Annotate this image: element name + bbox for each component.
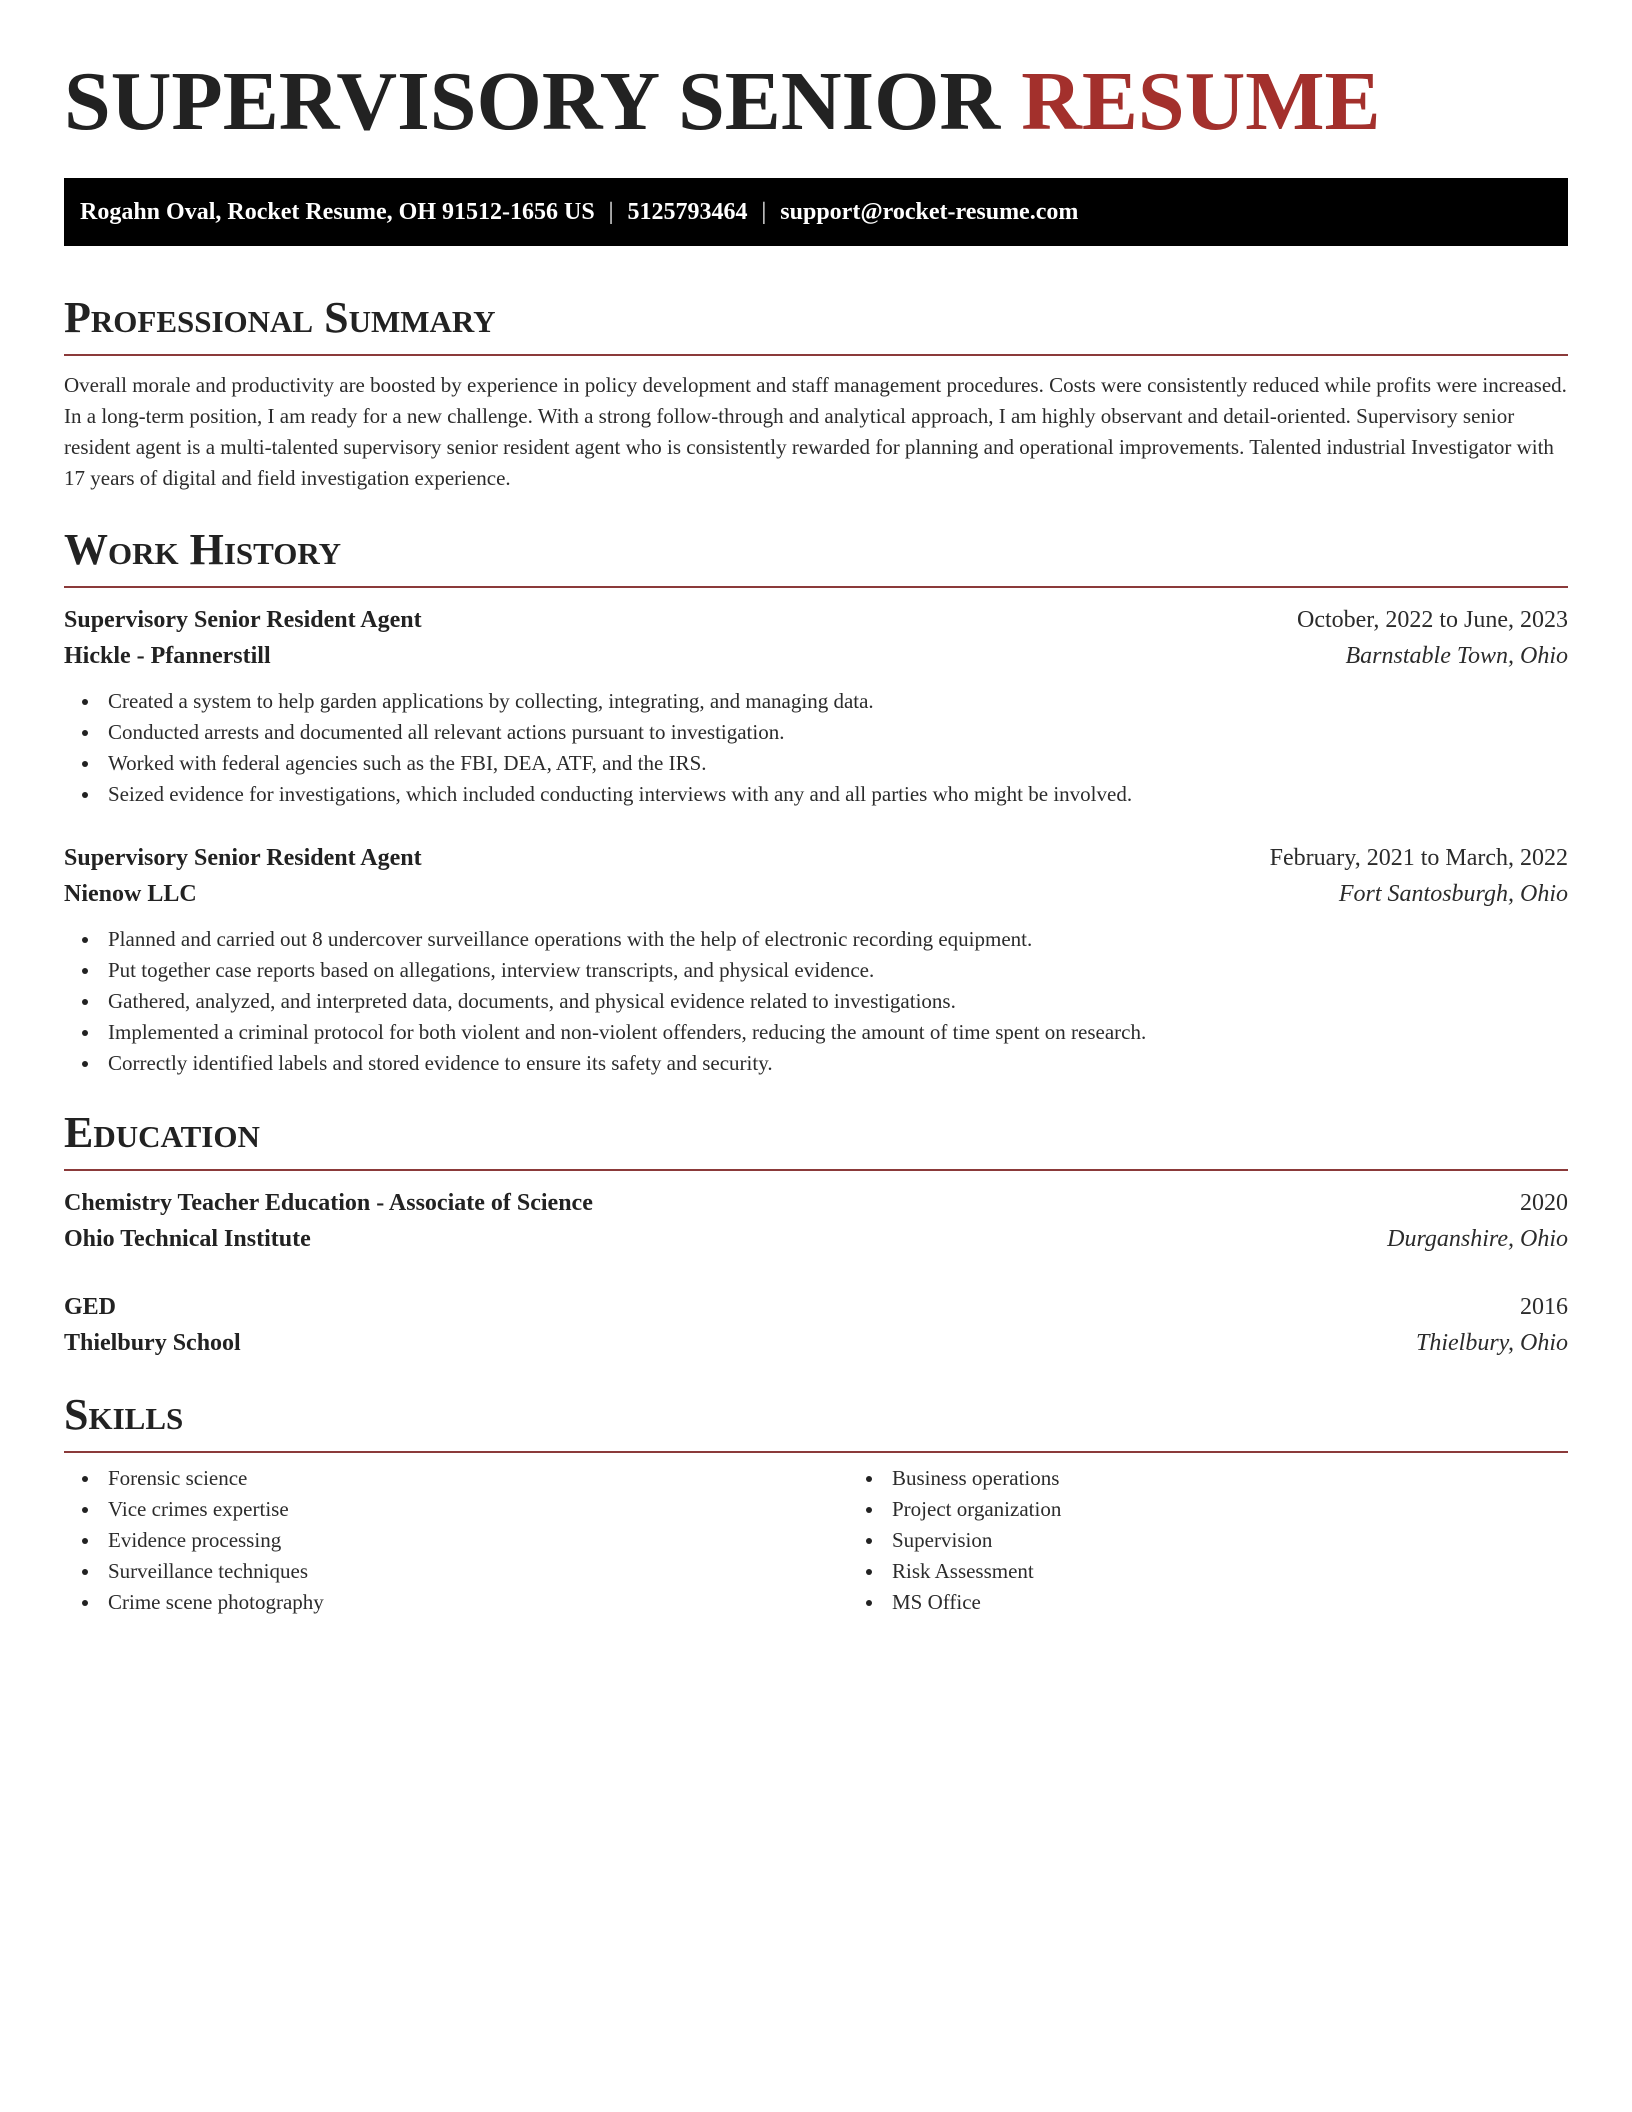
education-school: Ohio Technical Institute (64, 1226, 311, 1252)
job-header-row (64, 602, 1568, 638)
section-divider (64, 354, 1568, 356)
section-divider (64, 586, 1568, 588)
contact-bar (64, 178, 1568, 246)
summary-section (64, 290, 1568, 494)
job-bullet: Conducted arrests and documented all relevant actions pursuant to investigation. (108, 717, 1568, 748)
education-year: 2020 (1520, 1190, 1568, 1216)
skills-section (64, 1387, 1568, 1618)
job-title: Supervisory Senior Resident Agent (64, 845, 422, 871)
job-bullet: Worked with federal agencies such as the FBI, DEA, ATF, and the IRS. (108, 748, 1568, 779)
skill-item: Evidence processing (108, 1525, 848, 1556)
job-bullet: Created a system to help garden applications by collecting, integrating, and managing data. (108, 686, 1568, 717)
job-bullet: Implemented a criminal protocol for both violent and non-violent offenders, reducing the amount of time spent on research. (108, 1017, 1568, 1048)
job-dates: October, 2022 to June, 2023 (1297, 607, 1568, 633)
skill-item: Project organization (892, 1494, 1061, 1525)
education-year: 2016 (1520, 1294, 1568, 1320)
job-bullet: Correctly identified labels and stored evidence to ensure its safety and security. (108, 1048, 1568, 1079)
education-school-row (64, 1221, 1568, 1257)
skill-item: Vice crimes expertise (108, 1494, 848, 1525)
contact-email: support@rocket-resume.com (780, 198, 1079, 225)
skills-list-left (64, 1463, 848, 1618)
education-entry (64, 1185, 1568, 1257)
summary-text: Overall morale and productivity are boosted by experience in policy development and staff management procedures. Costs were consistently reduced while profits were increased. In a long-term position, I am ready for a new challenge. With a strong follow-through and analytical approach, I am highly observant and detail-oriented. Supervisory senior resident agent is a multi-talented supervisory senior resident agent who is consistently rewarded for planning and operational improvements. Talented industrial Investigator with 17 years of digital and field investigation experience. (64, 373, 1567, 490)
resume-title (64, 56, 1568, 148)
work-history-heading: Work History (64, 525, 342, 574)
contact-separator: | (761, 198, 767, 225)
job-bullets (64, 686, 1568, 810)
job-company: Hickle - Pfannerstill (64, 643, 271, 669)
skill-item: Forensic science (108, 1463, 848, 1494)
title-main: SUPERVISORY SENIOR (64, 55, 1001, 148)
job-bullet: Planned and carried out 8 undercover surveillance operations with the help of electronic recording equipment. (108, 924, 1568, 955)
skills-heading: Skills (64, 1390, 184, 1439)
skill-item: Risk Assessment (892, 1556, 1061, 1587)
job-bullet: Seized evidence for investigations, which included conducting interviews with any and all parties who might be involved. (108, 779, 1568, 810)
section-divider (64, 1451, 1568, 1453)
job-company: Nienow LLC (64, 881, 197, 907)
skill-item: Supervision (892, 1525, 1061, 1556)
education-degree-row (64, 1185, 1568, 1221)
education-degree: GED (64, 1294, 117, 1320)
skills-list-right (848, 1463, 1061, 1618)
contact-separator: | (608, 198, 614, 225)
contact-address: Rogahn Oval, Rocket Resume, OH 91512-1656 US (80, 198, 595, 225)
education-school: Thielbury School (64, 1330, 241, 1356)
skill-item: Surveillance techniques (108, 1556, 848, 1587)
job-entry (64, 840, 1568, 1079)
work-history-section (64, 522, 1568, 1079)
job-bullets (64, 924, 1568, 1079)
job-location: Barnstable Town, Ohio (1345, 643, 1568, 669)
skill-item: Crime scene photography (108, 1587, 848, 1618)
job-header-row (64, 840, 1568, 876)
skills-columns (64, 1463, 1568, 1618)
education-degree: Chemistry Teacher Education - Associate of Science (64, 1190, 593, 1216)
skill-item: MS Office (892, 1587, 1061, 1618)
job-location: Fort Santosburgh, Ohio (1338, 881, 1568, 907)
job-entry (64, 602, 1568, 810)
summary-heading: Professional Summary (64, 293, 496, 342)
education-entry (64, 1289, 1568, 1361)
job-dates: February, 2021 to March, 2022 (1269, 845, 1568, 871)
education-heading: Education (64, 1108, 260, 1157)
job-title: Supervisory Senior Resident Agent (64, 607, 422, 633)
job-company-row (64, 876, 1568, 912)
job-bullet: Put together case reports based on allegations, interview transcripts, and physical evidence. (108, 955, 1568, 986)
education-degree-row (64, 1289, 1568, 1325)
education-location: Thielbury, Ohio (1415, 1330, 1568, 1356)
section-divider (64, 1169, 1568, 1171)
education-school-row (64, 1325, 1568, 1361)
job-company-row (64, 638, 1568, 674)
skill-item: Business operations (892, 1463, 1061, 1494)
education-section (64, 1105, 1568, 1361)
title-accent: RESUME (1021, 55, 1381, 148)
job-bullet: Gathered, analyzed, and interpreted data, documents, and physical evidence related to investigations. (108, 986, 1568, 1017)
contact-phone: 5125793464 (627, 198, 748, 225)
education-location: Durganshire, Ohio (1387, 1226, 1568, 1252)
